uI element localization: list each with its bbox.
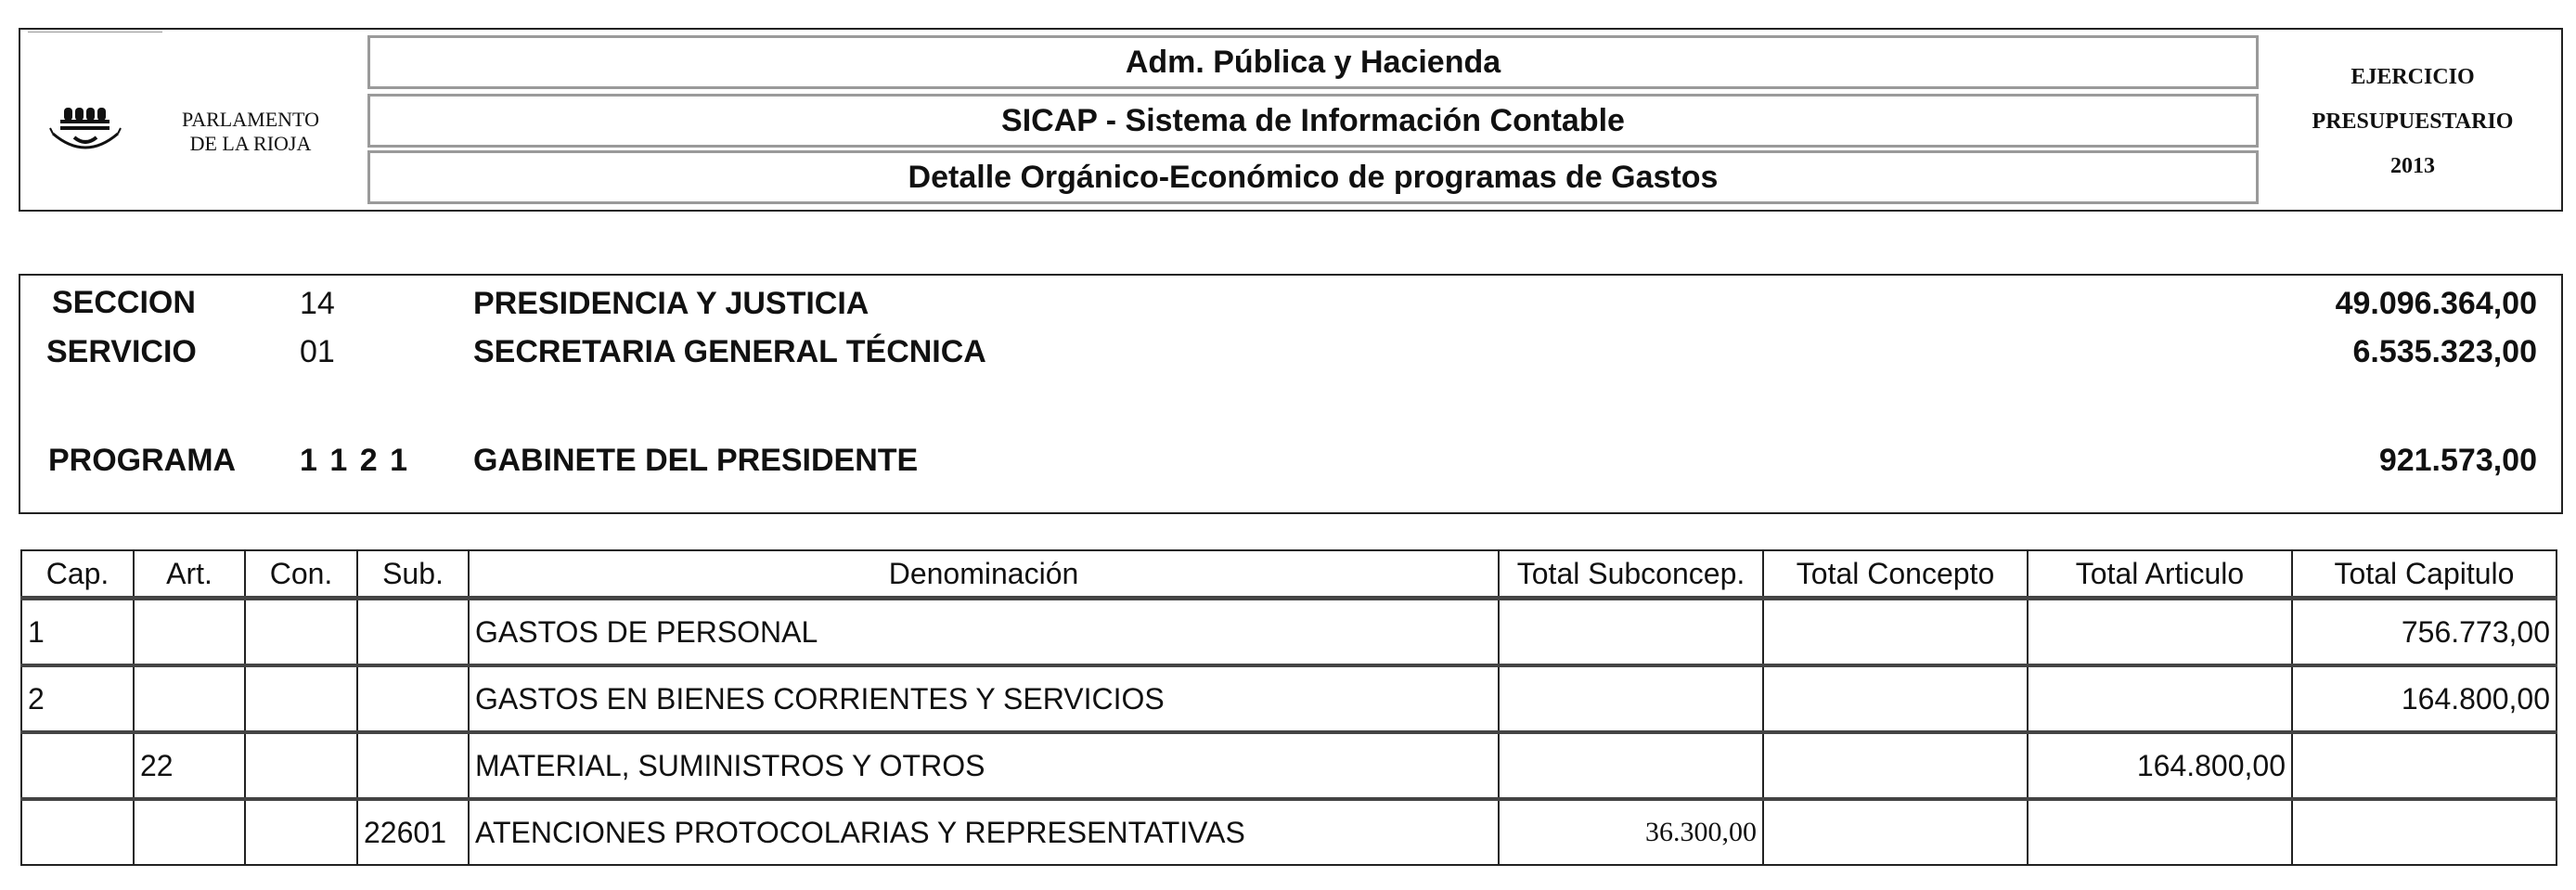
cell-art: 22 [134, 732, 245, 799]
seccion-name: PRESIDENCIA Y JUSTICIA [473, 286, 869, 321]
cell-art [134, 599, 245, 666]
col-header-total-articulo: Total Articulo [2028, 550, 2292, 599]
col-header-sub: Sub. [357, 550, 469, 599]
org-name-line1: PARLAMENTO [182, 108, 319, 131]
table-header-row [21, 550, 2557, 599]
cell-total-capitulo [2292, 732, 2557, 799]
cell-total-concepto [1763, 799, 2028, 865]
table-row [21, 799, 2557, 865]
cell-total-subconcep [1499, 665, 1763, 732]
org-name-line2: DE LA RIOJA [189, 132, 312, 155]
col-header-art: Art. [134, 550, 245, 599]
cell-total-articulo [2028, 799, 2292, 865]
seccion-label: SECCION [52, 285, 196, 320]
cell-con [245, 799, 357, 865]
cell-cap [21, 732, 134, 799]
cell-total-concepto [1763, 665, 2028, 732]
table-row [21, 665, 2557, 732]
budget-year: 2013 [2390, 154, 2435, 178]
cell-denominacion: ATENCIONES PROTOCOLARIAS Y REPRESENTATIVAS [469, 799, 1499, 865]
cell-art [134, 799, 245, 865]
programa-code: 1 1 2 1 [300, 443, 407, 478]
seccion-amount: 49.096.364,00 [2335, 286, 2537, 321]
servicio-code: 01 [300, 334, 335, 369]
col-header-total-subconcep: Total Subconcep. [1499, 550, 1763, 599]
programa-label: PROGRAMA [48, 443, 237, 478]
servicio-label: SERVICIO [46, 334, 197, 369]
cell-sub [357, 732, 469, 799]
col-header-cap: Cap. [21, 550, 134, 599]
programa-name: GABINETE DEL PRESIDENTE [473, 443, 919, 478]
col-header-con: Con. [245, 550, 357, 599]
cell-denominacion: MATERIAL, SUMINISTROS Y OTROS [469, 732, 1499, 799]
cell-cap: 2 [21, 665, 134, 732]
cell-total-concepto [1763, 599, 2028, 666]
cell-total-capitulo: 756.773,00 [2292, 599, 2557, 666]
col-header-total-concepto: Total Concepto [1763, 550, 2028, 599]
title-report: Detalle Orgánico-Económico de programas de Gastos [367, 150, 2259, 204]
cell-cap [21, 799, 134, 865]
servicio-name: SECRETARIA GENERAL TÉCNICA [473, 334, 986, 369]
presupuestario-label: PRESUPUESTARIO [2312, 110, 2514, 134]
cell-con [245, 599, 357, 666]
cell-total-subconcep [1499, 599, 1763, 666]
table-row [21, 732, 2557, 799]
servicio-amount: 6.535.323,00 [2352, 334, 2537, 369]
cell-sub [357, 599, 469, 666]
programa-amount: 921.573,00 [2378, 443, 2537, 478]
title-department: Adm. Pública y Hacienda [367, 35, 2259, 89]
cell-con [245, 732, 357, 799]
cell-denominacion: GASTOS DE PERSONAL [469, 599, 1499, 666]
cell-total-capitulo: 164.800,00 [2292, 665, 2557, 732]
ejercicio-label: EJERCICIO [2351, 65, 2475, 89]
title-system: SICAP - Sistema de Información Contable [367, 94, 2259, 148]
budget-detail-table [20, 549, 2557, 866]
cell-total-subconcep: 36.300,00 [1499, 799, 1763, 865]
cell-sub: 22601 [357, 799, 469, 865]
cell-total-articulo [2028, 665, 2292, 732]
parliament-logo-icon [48, 97, 122, 171]
cell-total-subconcep [1499, 732, 1763, 799]
cell-sub [357, 665, 469, 732]
cell-total-articulo [2028, 599, 2292, 666]
table-row [21, 599, 2557, 666]
cell-con [245, 665, 357, 732]
cell-cap: 1 [21, 599, 134, 666]
cell-denominacion: GASTOS EN BIENES CORRIENTES Y SERVICIOS [469, 665, 1499, 732]
cell-total-concepto [1763, 732, 2028, 799]
cell-total-articulo: 164.800,00 [2028, 732, 2292, 799]
cell-art [134, 665, 245, 732]
col-header-denominacion: Denominación [469, 550, 1499, 599]
col-header-total-capitulo: Total Capitulo [2292, 550, 2557, 599]
seccion-code: 14 [300, 286, 335, 321]
cell-total-capitulo [2292, 799, 2557, 865]
